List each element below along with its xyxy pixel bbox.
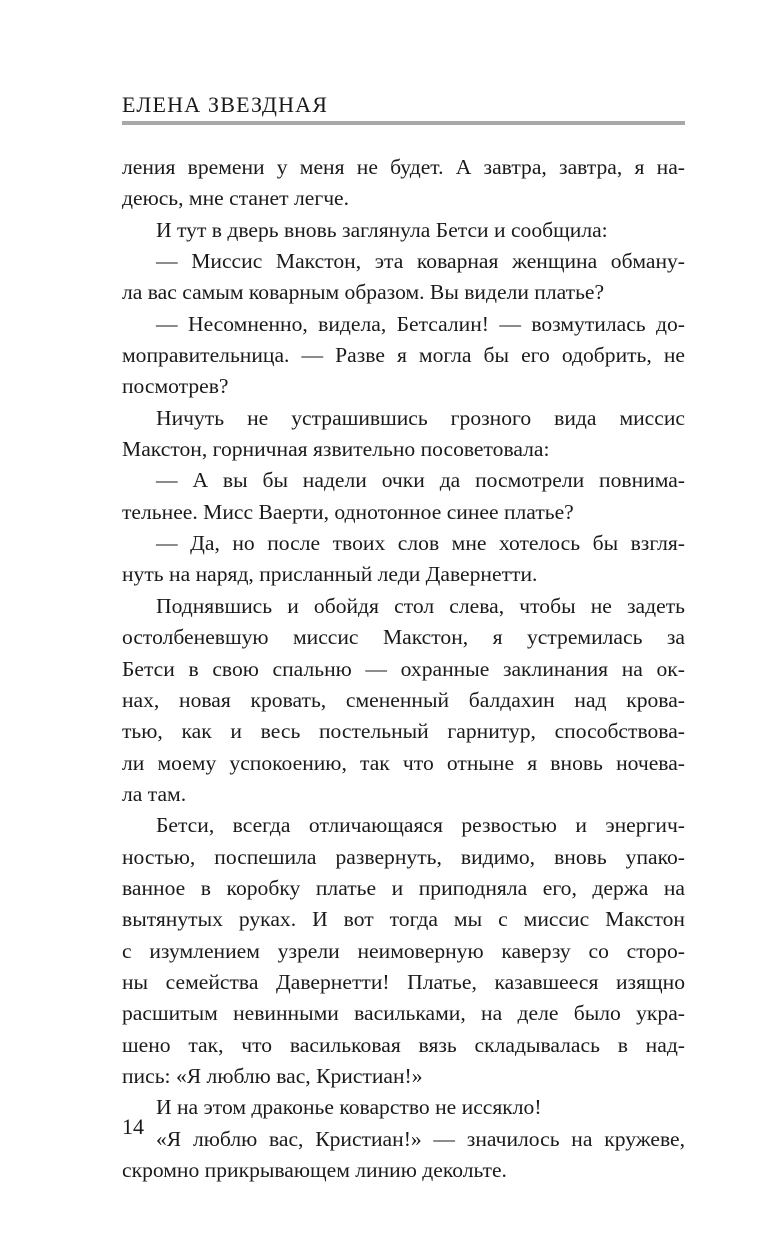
text-line: ны семейства Давернетти! Платье, казавшееся изящно xyxy=(122,969,685,994)
text-line: ления времени у меня не будет. А завтра, завтра, я на- xyxy=(122,155,685,179)
text-line: Ничуть не устрашившись грозного вида миссис xyxy=(156,405,685,430)
running-head-author: ЕЛЕНА ЗВЕЗДНАЯ xyxy=(122,92,329,117)
text-line: «Я люблю вас, Кристиан!» — значилось на кружеве, xyxy=(156,1126,685,1151)
text-line: Макстон, горничная язвительно посоветовала: xyxy=(122,437,550,462)
text-line: ли моему успокоению, так что отныне я вновь ночева- xyxy=(122,750,685,775)
text-line: — Несомненно, видела, Бетсалин! — возмутилась до- xyxy=(156,311,685,336)
text-line: нуть на наряд, присланный леди Давернетти. xyxy=(122,562,538,587)
text-line: расшитым невинными васильками, на деле было укра- xyxy=(122,1001,685,1026)
text-line: скромно прикрывающем линию декольте. xyxy=(122,1158,507,1182)
text-line: ванное в коробку платье и приподняла его, держа на xyxy=(122,875,685,900)
page-number: 14 xyxy=(122,1114,144,1139)
body-text xyxy=(122,152,685,1186)
text-line: остолбеневшую миссис Макстон, я устремилась за xyxy=(122,625,685,650)
text-line: моправительница. — Разве я могла бы его одобрить, не xyxy=(122,343,685,368)
text-line: — Миссис Макстон, эта коварная женщина обману- xyxy=(156,249,685,274)
text-line: — А вы бы надели очки да посмотрели повнима- xyxy=(156,468,685,493)
text-line: шено так, что васильковая вязь складывалась в над- xyxy=(122,1032,685,1057)
text-line: ла там. xyxy=(122,781,187,806)
text-line: вытянутых руках. И вот тогда мы с миссис Макстон xyxy=(122,907,685,932)
text-line: нах, новая кровать, смененный балдахин над крова- xyxy=(122,687,685,712)
text-line: Поднявшись и обойдя стол слева, чтобы не задеть xyxy=(156,593,685,618)
text-line: тельнее. Мисс Ваерти, однотонное синее платье? xyxy=(122,499,574,524)
text-line: Бетси в свою спальню — охранные заклинания на ок- xyxy=(122,656,685,681)
text-line: И тут в дверь вновь заглянула Бетси и сообщила: xyxy=(156,217,608,242)
text-line: посмотрев? xyxy=(122,374,229,399)
header-rule xyxy=(122,121,685,125)
text-line: И на этом драконье коварство не иссякло! xyxy=(156,1095,542,1120)
text-line: с изумлением узрели неимоверную каверзу со сторо- xyxy=(122,938,685,963)
text-line: пись: «Я люблю вас, Кристиан!» xyxy=(122,1063,423,1088)
text-line: — Да, но после твоих слов мне хотелось бы взгля- xyxy=(156,531,685,556)
text-line: тью, как и весь постельный гарнитур, способствова- xyxy=(122,719,685,744)
text-line: ностью, поспешила развернуть, видимо, вновь упако- xyxy=(122,844,685,869)
text-line: деюсь, мне станет легче. xyxy=(122,186,350,211)
text-line: ла вас самым коварным образом. Вы видели платье? xyxy=(122,280,605,305)
text-line: Бетси, всегда отличающаяся резвостью и энергич- xyxy=(156,813,685,838)
